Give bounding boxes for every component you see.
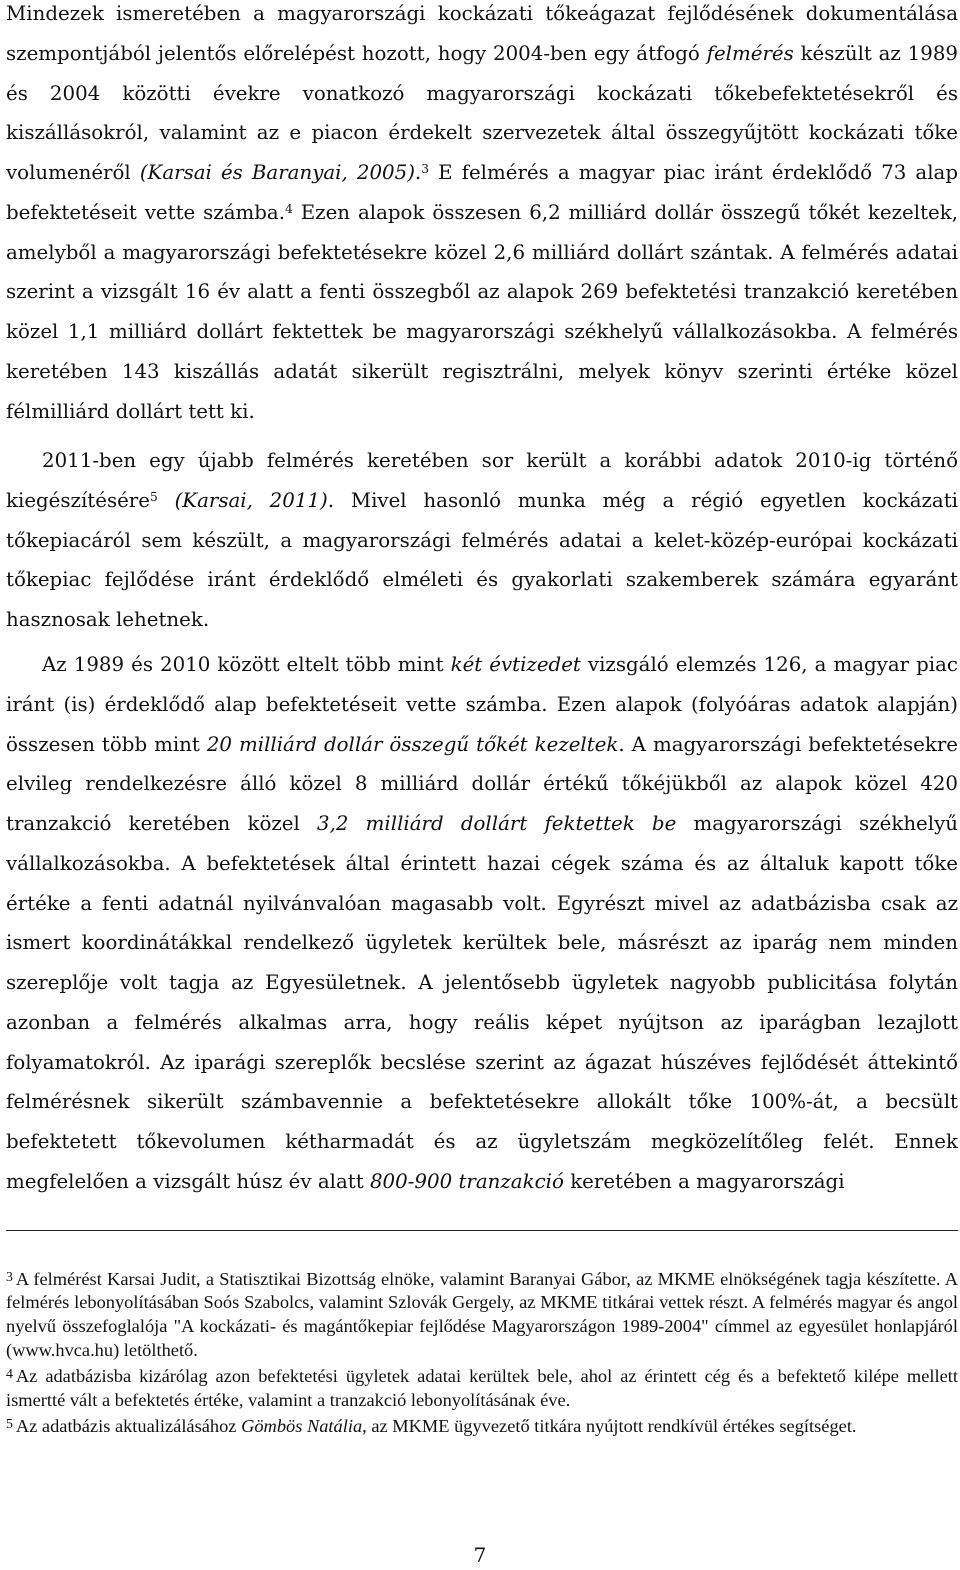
- paragraph-3: [6, 645, 958, 1202]
- paragraph-1: [6, 0, 958, 431]
- text-run: Mivel hasonló munka még a régió egyetlen kockázati tőkepiacáról sem készült, a magyarországi felmérés adatai a kelet-közép-európai kockázati tőkepiac fejlődése iránt érdeklődő elméleti és gyakorlati szakemberek számára egyaránt hasznosak lehetnek.: [6, 488, 958, 631]
- text-run: vizsgáló elemzés 126, a magyar piac iránt (is) érdeklődő alap befektetéseit vette számba. Ezen alapok (folyóáras adatok alapján) összesen több mint: [6, 653, 958, 756]
- footnote-mark: 5: [6, 1416, 13, 1432]
- footnote-3: [6, 1265, 958, 1362]
- text-run: készült az 1989 és 2004 közötti évekre vonatkozó magyarországi kockázati tőkebefektetésekről és kiszállásokról, valamint az e piacon érdekelt szervezetek által összegyűjtött kockázati tőke volumenéről: [6, 41, 958, 184]
- footnote-emphasis: Gömbös Natália: [241, 1416, 363, 1437]
- text-run: Az 1989 és 2010 között eltelt több mint: [42, 653, 451, 676]
- text-run: 2011-ben egy újabb felmérés keretében sor került a korábbi adatok 2010-ig történő kiegészítésére: [6, 449, 958, 512]
- emphasis-text: 3,2 milliárd dollárt fektettek be: [317, 812, 677, 835]
- footnote-mark: 4: [6, 1366, 13, 1382]
- footnote-4: [6, 1362, 958, 1412]
- footnote-ref-3[interactable]: 3: [421, 161, 430, 176]
- text-run: Mindezek ismeretében a magyarországi kockázati tőkeágazat fejlődésének dokumentálása szempontjából jelentős előrelépést hozott, hogy 2004-ben egy átfogó: [6, 2, 958, 65]
- footnote-text: , az MKME ügyvezető titkára nyújtott rendkívül értékes segítséget.: [362, 1416, 857, 1437]
- footnotes: [6, 1265, 958, 1439]
- emphasis-text: 20 milliárd dollár összegű tőkét kezeltek: [206, 732, 619, 756]
- footnote-separator: [6, 1230, 958, 1231]
- footnote-text: Az adatbázisba kizárólag azon befektetési ügyletek adatai kerültek bele, ahol az érintett cég és a befektető kilépe mellett ismertté vált a befektetés értéke, valamint a tranzakció lebonyolításának éve.: [6, 1366, 958, 1410]
- footnote-5: [6, 1412, 958, 1438]
- citation: (Karsai, 2011).: [157, 488, 335, 512]
- citation: (Karsai és Baranyai, 2005).: [139, 161, 422, 184]
- text-run: keretében a magyarországi: [563, 1169, 845, 1193]
- text-run: Ezen alapok összesen 6,2 milliárd dollár összegű tőkét kezeltek, amelyből a magyarországi befektetésekre közel 2,6 milliárd dollárt szántak. A felmérés adatai szerint a vizsgált 16 év alatt a fenti összegből az alapok 269 befektetési tranzakció keretében közel 1,1 milliárd dollárt fektettek be magyarországi székhelyű vállalkozásokba. A felmérés keretében 143 kiszállás adatát sikerült regisztrálni, melyek könyv szerinti értéke közel félmilliárd dollárt tett ki.: [6, 200, 958, 423]
- footnote-text: A felmérést Karsai Judit, a Statisztikai Bizottság elnöke, valamint Baranyai Gábor, az MKME elnökségének tagja készítette. A felmérés lebonyolításában Soós Szabolcs, valamint Szlovák Gergely, az MKME titkárai vettek részt. A felmérés magyar és angol nyelvű összefoglalója "A kockázati- és magántőkepiar fejlődése Magyarországon 1989-2004" címmel az egyesület honlapjáról (www.hvca.hu) letölthető.: [6, 1268, 958, 1360]
- footnote-ref-5[interactable]: 5: [149, 489, 158, 504]
- emphasis-text: felmérés: [706, 41, 794, 65]
- emphasis-text: két évtizedet: [450, 653, 581, 676]
- emphasis-text: 800-900 tranzakció: [369, 1169, 564, 1193]
- text-run: E felmérés a magyar piac iránt érdeklődő 73 alap befektetéseit vette számba.: [6, 161, 958, 224]
- paragraph-2: [6, 441, 958, 640]
- footnote-ref-4[interactable]: 4: [285, 201, 293, 216]
- footnote-mark: 3: [6, 1269, 13, 1284]
- text-run: . A magyarországi befektetésekre elvileg rendelkezésre álló közel 8 milliárd dollár értékű tőkéjükből az alapok közel 420 tranzakció keretében közel: [6, 732, 958, 835]
- footnote-text: Az adatbázis aktualizálásához: [15, 1416, 242, 1437]
- page-number: 7: [473, 1543, 487, 1567]
- text-run: magyarországi székhelyű vállalkozásokba. A befektetések által érintett hazai cégek száma és az általuk kapott tőke értéke a fenti adatnál nyilvánvalóan magasabb volt. Egyrészt mivel az adatbázisba csak az ismert koordinátákkal rendelkező ügyletek kerültek bele, másrészt az iparág nem minden szereplője volt tagja az Egyesületnek. A jelentősebb ügyletek nagyobb publicitása folytán azonban a felmérés alkalmas arra, hogy reális képet nyújtson az iparágban lezajlott folyamatokról. Az iparági szereplők becslése szerint az ágazat húszéves fejlődését áttekintő felmérésnek sikerült számbavennie a befektetésekre allokált tőke 100%-át, a becsült befektetett tőkevolumen kétharmadát és az ügyletszám megközelítőleg felét. Ennek megfelelően a vizsgált húsz év alatt: [6, 812, 959, 1193]
